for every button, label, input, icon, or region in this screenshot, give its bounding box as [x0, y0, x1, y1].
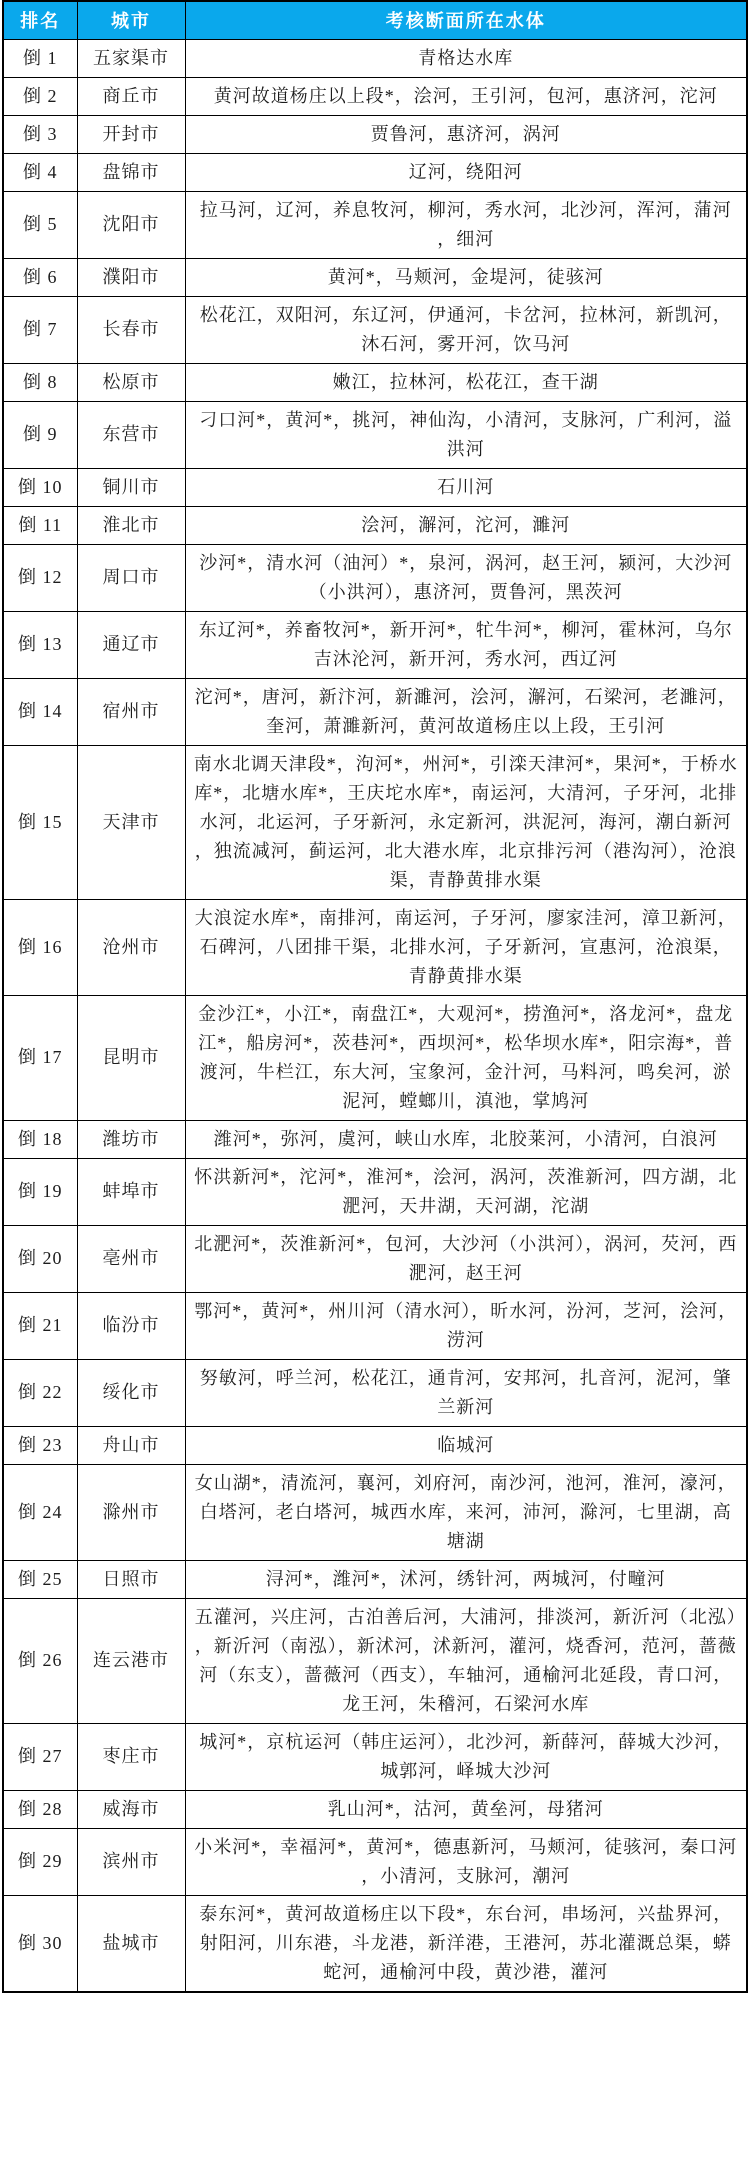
table-row: [3, 1464, 747, 1560]
table-header-row: [3, 1, 747, 39]
table-row: [3, 1292, 747, 1359]
table-row: [3, 611, 747, 678]
waters-cell: 临城河: [185, 1426, 747, 1464]
rank-cell: 倒 23: [3, 1426, 77, 1464]
city-cell: 日照市: [77, 1560, 185, 1598]
city-cell: 绥化市: [77, 1359, 185, 1426]
table-row: [3, 544, 747, 611]
table-row: [3, 1560, 747, 1598]
table-row: [3, 1790, 747, 1828]
waters-cell: 大浪淀水库*，南排河，南运河，子牙河，廖家洼河，漳卫新河，石碑河，八团排干渠，北排水河，子牙新河，宣惠河，沧浪渠，青静黄排水渠: [185, 899, 747, 995]
waters-cell: 浍河，澥河，沱河，濉河: [185, 506, 747, 544]
city-cell: 威海市: [77, 1790, 185, 1828]
waters-cell: 南水北调天津段*，泃河*，州河*，引滦天津河*，果河*，于桥水库*，北塘水库*，王庆坨水库*，南运河，大清河，子牙河，北排水河，北运河，子牙新河，永定新河，洪泥河，海河，潮白新河，独流减河，蓟运河，北大港水库，北京排污河（港沟河），沧浪渠，青静黄排水渠: [185, 745, 747, 899]
header-city: 城市: [77, 1, 185, 39]
table-row: [3, 401, 747, 468]
rank-cell: 倒 13: [3, 611, 77, 678]
header-rank: 排名: [3, 1, 77, 39]
header-waters: 考核断面所在水体: [185, 1, 747, 39]
rank-cell: 倒 12: [3, 544, 77, 611]
rank-cell: 倒 4: [3, 153, 77, 191]
rank-cell: 倒 14: [3, 678, 77, 745]
city-cell: 蚌埠市: [77, 1158, 185, 1225]
waters-cell: 拉马河，辽河，养息牧河，柳河，秀水河，北沙河，浑河，蒲河，细河: [185, 191, 747, 258]
city-cell: 松原市: [77, 363, 185, 401]
city-water-ranking-table: [2, 0, 748, 1993]
rank-cell: 倒 19: [3, 1158, 77, 1225]
rank-cell: 倒 27: [3, 1723, 77, 1790]
waters-cell: 嫩江，拉林河，松花江，查干湖: [185, 363, 747, 401]
rank-cell: 倒 20: [3, 1225, 77, 1292]
table-row: [3, 1120, 747, 1158]
waters-cell: 青格达水库: [185, 39, 747, 77]
table-row: [3, 1828, 747, 1895]
table-row: [3, 678, 747, 745]
city-cell: 五家渠市: [77, 39, 185, 77]
waters-cell: 鄂河*，黄河*，州川河（清水河），昕水河，汾河，芝河，浍河，涝河: [185, 1292, 747, 1359]
rank-cell: 倒 22: [3, 1359, 77, 1426]
city-cell: 沧州市: [77, 899, 185, 995]
table-row: [3, 1723, 747, 1790]
rank-cell: 倒 9: [3, 401, 77, 468]
table-row: [3, 1158, 747, 1225]
city-cell: 通辽市: [77, 611, 185, 678]
waters-cell: 东辽河*，养畜牧河*，新开河*，牤牛河*，柳河，霍林河，乌尔吉沐沦河，新开河，秀水河，西辽河: [185, 611, 747, 678]
city-cell: 长春市: [77, 296, 185, 363]
rank-cell: 倒 30: [3, 1895, 77, 1992]
city-cell: 周口市: [77, 544, 185, 611]
rank-cell: 倒 8: [3, 363, 77, 401]
waters-cell: 女山湖*，清流河，襄河，刘府河，南沙河，池河，淮河，濠河，白塔河，老白塔河，城西水库，来河，沛河，滁河，七里湖，高塘湖: [185, 1464, 747, 1560]
waters-cell: 刁口河*，黄河*，挑河，神仙沟，小清河，支脉河，广利河，溢洪河: [185, 401, 747, 468]
table-row: [3, 1225, 747, 1292]
waters-cell: 北淝河*，茨淮新河*，包河，大沙河（小洪河），涡河，芡河，西淝河，赵王河: [185, 1225, 747, 1292]
table-row: [3, 468, 747, 506]
waters-cell: 贾鲁河，惠济河，涡河: [185, 115, 747, 153]
rank-cell: 倒 17: [3, 995, 77, 1120]
waters-cell: 乳山河*，沽河，黄垒河，母猪河: [185, 1790, 747, 1828]
waters-cell: 潍河*，弥河，虞河，峡山水库，北胶莱河，小清河，白浪河: [185, 1120, 747, 1158]
rank-cell: 倒 1: [3, 39, 77, 77]
waters-cell: 五灌河，兴庄河，古泊善后河，大浦河，排淡河，新沂河（北泓），新沂河（南泓），新沭河，沭新河，灌河，烧香河，范河，蔷薇河（东支），蔷薇河（西支），车轴河，通榆河北延段，青口河，龙王河，朱稽河，石梁河水库: [185, 1598, 747, 1723]
city-cell: 舟山市: [77, 1426, 185, 1464]
table-row: [3, 115, 747, 153]
city-cell: 连云港市: [77, 1598, 185, 1723]
city-cell: 枣庄市: [77, 1723, 185, 1790]
waters-cell: 怀洪新河*，沱河*，淮河*，浍河，涡河，茨淮新河，四方湖，北淝河，天井湖，天河湖，沱湖: [185, 1158, 747, 1225]
city-cell: 东营市: [77, 401, 185, 468]
rank-cell: 倒 21: [3, 1292, 77, 1359]
waters-cell: 城河*，京杭运河（韩庄运河），北沙河，新薛河，薛城大沙河，城郭河，峄城大沙河: [185, 1723, 747, 1790]
waters-cell: 辽河，绕阳河: [185, 153, 747, 191]
table-row: [3, 191, 747, 258]
rank-cell: 倒 10: [3, 468, 77, 506]
rank-cell: 倒 15: [3, 745, 77, 899]
waters-cell: 黄河故道杨庄以上段*，浍河，王引河，包河，惠济河，沱河: [185, 77, 747, 115]
waters-cell: 沱河*，唐河，新汴河，新濉河，浍河，澥河，石梁河，老濉河，奎河，萧濉新河，黄河故道杨庄以上段，王引河: [185, 678, 747, 745]
city-cell: 潍坊市: [77, 1120, 185, 1158]
city-cell: 天津市: [77, 745, 185, 899]
rank-cell: 倒 5: [3, 191, 77, 258]
waters-cell: 金沙江*，小江*，南盘江*，大观河*，捞渔河*，洛龙河*，盘龙江*，船房河*，茨巷河*，西坝河*，松华坝水库*，阳宗海*，普渡河，牛栏江，东大河，宝象河，金汁河，马料河，鸣矣河，淤泥河，螳螂川，滇池，掌鸠河: [185, 995, 747, 1120]
table-row: [3, 153, 747, 191]
city-cell: 临汾市: [77, 1292, 185, 1359]
city-cell: 滁州市: [77, 1464, 185, 1560]
table-row: [3, 1895, 747, 1992]
city-cell: 淮北市: [77, 506, 185, 544]
rank-cell: 倒 26: [3, 1598, 77, 1723]
city-cell: 昆明市: [77, 995, 185, 1120]
waters-cell: 黄河*，马颊河，金堤河，徒骇河: [185, 258, 747, 296]
table-row: [3, 39, 747, 77]
table-row: [3, 77, 747, 115]
table-row: [3, 995, 747, 1120]
table-row: [3, 899, 747, 995]
city-cell: 宿州市: [77, 678, 185, 745]
waters-cell: 小米河*，幸福河*，黄河*，德惠新河，马颊河，徒骇河，秦口河，小清河，支脉河，潮河: [185, 1828, 747, 1895]
city-cell: 亳州市: [77, 1225, 185, 1292]
table-row: [3, 296, 747, 363]
waters-cell: 泰东河*，黄河故道杨庄以下段*，东台河，串场河，兴盐界河，射阳河，川东港，斗龙港，新洋港，王港河，苏北灌溉总渠，蟒蛇河，通榆河中段，黄沙港，灌河: [185, 1895, 747, 1992]
waters-cell: 松花江，双阳河，东辽河，伊通河，卡岔河，拉林河，新凯河，沐石河，雾开河，饮马河: [185, 296, 747, 363]
rank-cell: 倒 25: [3, 1560, 77, 1598]
table-row: [3, 258, 747, 296]
rank-cell: 倒 16: [3, 899, 77, 995]
table-row: [3, 1598, 747, 1723]
rank-cell: 倒 18: [3, 1120, 77, 1158]
waters-cell: 浔河*，潍河*，沭河，绣针河，两城河，付疃河: [185, 1560, 747, 1598]
waters-cell: 努敏河，呼兰河，松花江，通肯河，安邦河，扎音河，泥河，肇兰新河: [185, 1359, 747, 1426]
waters-cell: 沙河*，清水河（油河）*，泉河，涡河，赵王河，颍河，大沙河（小洪河），惠济河，贾鲁河，黑茨河: [185, 544, 747, 611]
city-cell: 滨州市: [77, 1828, 185, 1895]
table-row: [3, 1426, 747, 1464]
city-cell: 铜川市: [77, 468, 185, 506]
rank-cell: 倒 24: [3, 1464, 77, 1560]
rank-cell: 倒 2: [3, 77, 77, 115]
rank-cell: 倒 3: [3, 115, 77, 153]
table-row: [3, 1359, 747, 1426]
rank-cell: 倒 28: [3, 1790, 77, 1828]
rank-cell: 倒 29: [3, 1828, 77, 1895]
rank-cell: 倒 7: [3, 296, 77, 363]
city-cell: 盐城市: [77, 1895, 185, 1992]
table-row: [3, 506, 747, 544]
rank-cell: 倒 6: [3, 258, 77, 296]
table-row: [3, 745, 747, 899]
city-cell: 商丘市: [77, 77, 185, 115]
waters-cell: 石川河: [185, 468, 747, 506]
city-cell: 开封市: [77, 115, 185, 153]
table-body: [3, 39, 747, 1992]
city-cell: 濮阳市: [77, 258, 185, 296]
city-cell: 盘锦市: [77, 153, 185, 191]
table-row: [3, 363, 747, 401]
rank-cell: 倒 11: [3, 506, 77, 544]
city-cell: 沈阳市: [77, 191, 185, 258]
